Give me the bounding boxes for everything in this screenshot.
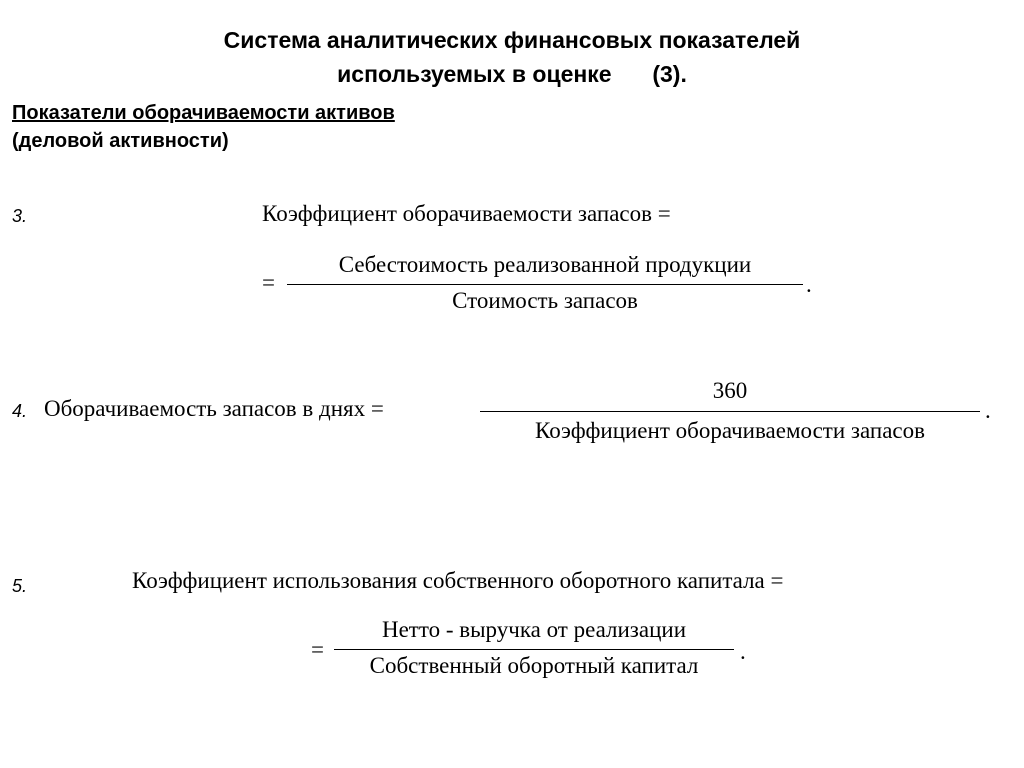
formula-3-equals: = <box>262 270 275 295</box>
formula-4-number: 4. <box>12 401 28 421</box>
formula-3-numerator: Себестоимость реализованной продукции <box>338 252 752 277</box>
slide-title-line2 <box>0 58 1024 90</box>
formula-5-fraction-bar <box>334 649 734 650</box>
formula-4-denominator: Коэффициент оборачиваемости запасов <box>535 418 925 443</box>
formula-3-fraction-bar <box>287 284 803 285</box>
formula-3-denominator: Стоимость запасов <box>452 288 638 313</box>
section-heading: Показатели оборачиваемости активов <box>12 102 395 124</box>
formula-5-period: . <box>740 639 746 664</box>
slide-title-number: (3). <box>652 61 687 87</box>
slide-title-line1: Система аналитических финансовых показателей <box>223 27 801 53</box>
formula-5-numerator: Нетто - выручка от реализации <box>381 617 687 642</box>
formula-3-period: . <box>806 272 812 297</box>
formula-4-numerator: 360 <box>712 378 748 403</box>
formula-3-number: 3. <box>12 206 28 226</box>
formula-5-equals: = <box>311 637 324 662</box>
formula-3-lhs: Коэффициент оборачиваемости запасов = <box>262 201 671 226</box>
formula-5-lhs: Коэффициент использования собственного оборотного капитала = <box>132 568 784 593</box>
section-subheading: (деловой активности) <box>12 130 229 152</box>
formula-4-period: . <box>985 398 991 423</box>
formula-4-fraction-bar <box>480 411 980 412</box>
formula-5-number: 5. <box>12 576 28 596</box>
formula-5-denominator: Собственный оборотный капитал <box>369 653 699 678</box>
formula-4-lhs: Оборачиваемость запасов в днях = <box>44 396 384 421</box>
slide-title-line2-text: используемых в оценке <box>337 61 612 87</box>
